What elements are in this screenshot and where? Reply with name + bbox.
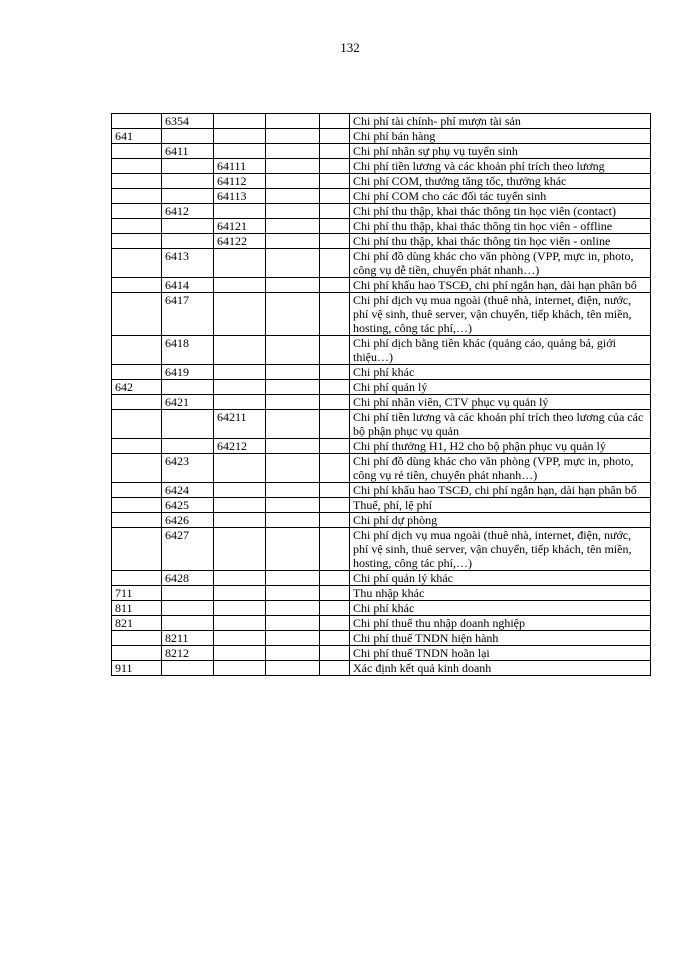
account-level2-cell: 8211 (162, 631, 214, 646)
table-row (112, 380, 651, 395)
account-level2-cell: 6427 (162, 528, 214, 571)
table-row (112, 483, 651, 498)
account-level2-cell: 6423 (162, 454, 214, 483)
account-level3-cell (214, 293, 266, 336)
account-level1-cell (112, 293, 162, 336)
account-name-cell: Chi phí COM, thưởng tăng tốc, thưởng khác (350, 174, 651, 189)
account-level5-cell (320, 114, 350, 129)
table-row (112, 204, 651, 219)
account-level5-cell (320, 410, 350, 439)
account-level1-cell (112, 278, 162, 293)
account-level5-cell (320, 454, 350, 483)
account-level5-cell (320, 586, 350, 601)
table-row (112, 129, 651, 144)
account-name-cell: Chi phí thưởng H1, H2 cho bộ phận phục vụ quản lý (350, 439, 651, 454)
account-level1-cell (112, 513, 162, 528)
account-level2-cell (162, 616, 214, 631)
account-level2-cell: 6421 (162, 395, 214, 410)
account-level3-cell: 64111 (214, 159, 266, 174)
account-level4-cell (266, 336, 320, 365)
account-level2-cell: 8212 (162, 646, 214, 661)
account-level4-cell (266, 249, 320, 278)
account-level5-cell (320, 498, 350, 513)
account-level4-cell (266, 616, 320, 631)
account-level3-cell (214, 114, 266, 129)
table-row (112, 601, 651, 616)
account-level3-cell (214, 204, 266, 219)
account-level4-cell (266, 365, 320, 380)
table-row (112, 189, 651, 204)
account-name-cell: Chi phí khấu hao TSCĐ, chi phí ngắn hạn, dài hạn phân bổ (350, 278, 651, 293)
table-row (112, 395, 651, 410)
account-level4-cell (266, 513, 320, 528)
account-name-cell: Chi phí thuế thu nhập doanh nghiệp (350, 616, 651, 631)
account-level1-cell (112, 528, 162, 571)
account-level2-cell: 6424 (162, 483, 214, 498)
account-level3-cell (214, 395, 266, 410)
account-level4-cell (266, 129, 320, 144)
account-name-cell: Chi phí nhân viên, CTV phục vụ quản lý (350, 395, 651, 410)
account-level2-cell (162, 601, 214, 616)
account-level2-cell: 6428 (162, 571, 214, 586)
account-level4-cell (266, 601, 320, 616)
account-level4-cell (266, 661, 320, 676)
account-level5-cell (320, 631, 350, 646)
account-level1-cell: 642 (112, 380, 162, 395)
account-level5-cell (320, 513, 350, 528)
account-level5-cell (320, 189, 350, 204)
table-row (112, 454, 651, 483)
account-level4-cell (266, 114, 320, 129)
table-row (112, 513, 651, 528)
account-level3-cell (214, 601, 266, 616)
table-row (112, 174, 651, 189)
table-row (112, 616, 651, 631)
account-name-cell: Chi phí thuế TNDN hoãn lại (350, 646, 651, 661)
account-level3-cell (214, 571, 266, 586)
account-level4-cell (266, 278, 320, 293)
account-level4-cell (266, 571, 320, 586)
account-level3-cell (214, 631, 266, 646)
table-row (112, 144, 651, 159)
page-number: 132 (340, 40, 360, 55)
account-level2-cell (162, 380, 214, 395)
account-level1-cell: 711 (112, 586, 162, 601)
account-level3-cell (214, 616, 266, 631)
account-level5-cell (320, 528, 350, 571)
account-level3-cell (214, 513, 266, 528)
account-level5-cell (320, 571, 350, 586)
account-level5-cell (320, 278, 350, 293)
account-level2-cell (162, 159, 214, 174)
table-row (112, 293, 651, 336)
account-level4-cell (266, 234, 320, 249)
account-level2-cell: 6426 (162, 513, 214, 528)
account-level5-cell (320, 616, 350, 631)
account-level1-cell (112, 159, 162, 174)
account-level2-cell: 6411 (162, 144, 214, 159)
account-name-cell: Chi phí quản lý (350, 380, 651, 395)
account-level3-cell (214, 498, 266, 513)
account-level3-cell (214, 528, 266, 571)
account-level3-cell (214, 380, 266, 395)
table-row (112, 219, 651, 234)
account-name-cell: Chi phí nhân sự phụ vụ tuyển sinh (350, 144, 651, 159)
account-name-cell: Chi phí dịch bằng tiền khác (quảng cáo, quảng bá, giới thiệu…) (350, 336, 651, 365)
account-level2-cell: 6414 (162, 278, 214, 293)
account-level2-cell (162, 219, 214, 234)
account-level2-cell: 6412 (162, 204, 214, 219)
account-level5-cell (320, 129, 350, 144)
account-level1-cell (112, 189, 162, 204)
table-row (112, 528, 651, 571)
account-level5-cell (320, 365, 350, 380)
account-level2-cell (162, 586, 214, 601)
account-level1-cell: 641 (112, 129, 162, 144)
table-row (112, 631, 651, 646)
account-level4-cell (266, 380, 320, 395)
account-name-cell: Chi phí thu thập, khai thác thông tin học viên (contact) (350, 204, 651, 219)
account-level2-cell (162, 129, 214, 144)
account-level1-cell (112, 439, 162, 454)
account-level1-cell (112, 395, 162, 410)
account-level5-cell (320, 234, 350, 249)
account-name-cell: Chi phí tiền lương và các khoản phí trích theo lương (350, 159, 651, 174)
account-level5-cell (320, 204, 350, 219)
chart-of-accounts-table (111, 113, 651, 676)
account-level4-cell (266, 410, 320, 439)
account-level4-cell (266, 159, 320, 174)
account-level4-cell (266, 528, 320, 571)
account-level4-cell (266, 483, 320, 498)
account-level5-cell (320, 159, 350, 174)
account-level1-cell: 821 (112, 616, 162, 631)
account-name-cell: Chi phí dịch vụ mua ngoài (thuê nhà, internet, điện, nước, phí vệ sinh, thuê server, vận chuyển, tiếp khách, tên miền, hosting, công tác phí,…) (350, 293, 651, 336)
table-body (112, 114, 651, 676)
account-name-cell: Chi phí thuế TNDN hiện hành (350, 631, 651, 646)
account-level5-cell (320, 249, 350, 278)
account-level3-cell (214, 646, 266, 661)
account-level3-cell (214, 586, 266, 601)
account-level1-cell (112, 219, 162, 234)
account-level5-cell (320, 144, 350, 159)
account-level3-cell (214, 129, 266, 144)
account-level5-cell (320, 601, 350, 616)
account-level1-cell: 811 (112, 601, 162, 616)
account-level4-cell (266, 586, 320, 601)
account-level5-cell (320, 380, 350, 395)
account-level5-cell (320, 219, 350, 234)
account-name-cell: Chi phí khác (350, 601, 651, 616)
account-level2-cell: 6419 (162, 365, 214, 380)
account-level5-cell (320, 395, 350, 410)
account-level2-cell: 6417 (162, 293, 214, 336)
account-level2-cell: 6413 (162, 249, 214, 278)
account-level2-cell: 6418 (162, 336, 214, 365)
account-level1-cell (112, 410, 162, 439)
account-level1-cell (112, 249, 162, 278)
account-level3-cell: 64112 (214, 174, 266, 189)
account-level3-cell (214, 249, 266, 278)
account-level4-cell (266, 498, 320, 513)
account-level2-cell (162, 234, 214, 249)
account-level2-cell: 6425 (162, 498, 214, 513)
table-row (112, 586, 651, 601)
account-level5-cell (320, 483, 350, 498)
account-level4-cell (266, 144, 320, 159)
account-level1-cell (112, 114, 162, 129)
account-level5-cell (320, 293, 350, 336)
account-level1-cell: 911 (112, 661, 162, 676)
table-row (112, 571, 651, 586)
account-name-cell: Chi phí khấu hao TSCĐ, chi phí ngắn hạn, dài hạn phân bổ (350, 483, 651, 498)
account-level2-cell (162, 174, 214, 189)
account-level3-cell (214, 661, 266, 676)
account-level4-cell (266, 646, 320, 661)
table-row (112, 278, 651, 293)
account-level4-cell (266, 395, 320, 410)
account-level4-cell (266, 174, 320, 189)
table-row (112, 234, 651, 249)
account-level3-cell: 64121 (214, 219, 266, 234)
account-level4-cell (266, 204, 320, 219)
table-row (112, 439, 651, 454)
account-level5-cell (320, 439, 350, 454)
account-name-cell: Chi phí tài chính- phí mượn tài sản (350, 114, 651, 129)
account-level5-cell (320, 646, 350, 661)
table-row (112, 159, 651, 174)
account-name-cell: Chi phí quản lý khác (350, 571, 651, 586)
account-level4-cell (266, 454, 320, 483)
account-name-cell: Chi phí đồ dùng khác cho văn phòng (VPP, mực in, photo, công vụ rẻ tiền, chuyển phát nhanh…) (350, 454, 651, 483)
table-row (112, 498, 651, 513)
account-name-cell: Chi phí dự phòng (350, 513, 651, 528)
account-name-cell: Chi phí thu thập, khai thác thông tin học viên - offline (350, 219, 651, 234)
account-level5-cell (320, 174, 350, 189)
account-level4-cell (266, 219, 320, 234)
account-level2-cell (162, 189, 214, 204)
table-row (112, 249, 651, 278)
account-level4-cell (266, 189, 320, 204)
account-level1-cell (112, 174, 162, 189)
account-level2-cell (162, 410, 214, 439)
account-name-cell: Thu nhập khác (350, 586, 651, 601)
account-name-cell: Chi phí bán hàng (350, 129, 651, 144)
account-level2-cell: 6354 (162, 114, 214, 129)
table-row (112, 661, 651, 676)
account-name-cell: Chi phí tiền lương và các khoản phí trích theo lương của các bộ phận phục vụ quản (350, 410, 651, 439)
account-level5-cell (320, 336, 350, 365)
table-row (112, 365, 651, 380)
account-name-cell: Thuế, phí, lệ phí (350, 498, 651, 513)
account-name-cell: Chi phí khác (350, 365, 651, 380)
account-level1-cell (112, 144, 162, 159)
account-level4-cell (266, 631, 320, 646)
account-name-cell: Chi phí thu thập, khai thác thông tin học viên - online (350, 234, 651, 249)
account-name-cell: Chi phí đồ dùng khác cho văn phòng (VPP, mực in, photo, công vụ dễ tiền, chuyển phát nhanh…) (350, 249, 651, 278)
account-level1-cell (112, 365, 162, 380)
table-row (112, 646, 651, 661)
account-level3-cell: 64113 (214, 189, 266, 204)
account-name-cell: Chi phí COM cho các đối tác tuyển sinh (350, 189, 651, 204)
account-level1-cell (112, 631, 162, 646)
account-level3-cell: 64122 (214, 234, 266, 249)
account-level4-cell (266, 293, 320, 336)
account-level4-cell (266, 439, 320, 454)
account-level1-cell (112, 646, 162, 661)
account-level2-cell (162, 439, 214, 454)
account-name-cell: Xác định kết quả kinh doanh (350, 661, 651, 676)
account-level3-cell (214, 483, 266, 498)
table-row (112, 410, 651, 439)
table-row (112, 114, 651, 129)
account-level3-cell (214, 336, 266, 365)
account-level1-cell (112, 498, 162, 513)
account-level3-cell (214, 144, 266, 159)
account-level1-cell (112, 571, 162, 586)
account-level3-cell (214, 454, 266, 483)
table-row (112, 336, 651, 365)
account-level1-cell (112, 336, 162, 365)
account-name-cell: Chi phí dịch vụ mua ngoài (thuê nhà, internet, điện, nước, phí vệ sinh, thuê server, vận chuyển, tiếp khách, tên miền, hosting, công tác phí,…) (350, 528, 651, 571)
account-level1-cell (112, 483, 162, 498)
account-level1-cell (112, 204, 162, 219)
account-level3-cell (214, 365, 266, 380)
account-level3-cell (214, 278, 266, 293)
account-level1-cell (112, 234, 162, 249)
account-level1-cell (112, 454, 162, 483)
account-level3-cell: 64212 (214, 439, 266, 454)
account-level3-cell: 64211 (214, 410, 266, 439)
account-level2-cell (162, 661, 214, 676)
account-level5-cell (320, 661, 350, 676)
